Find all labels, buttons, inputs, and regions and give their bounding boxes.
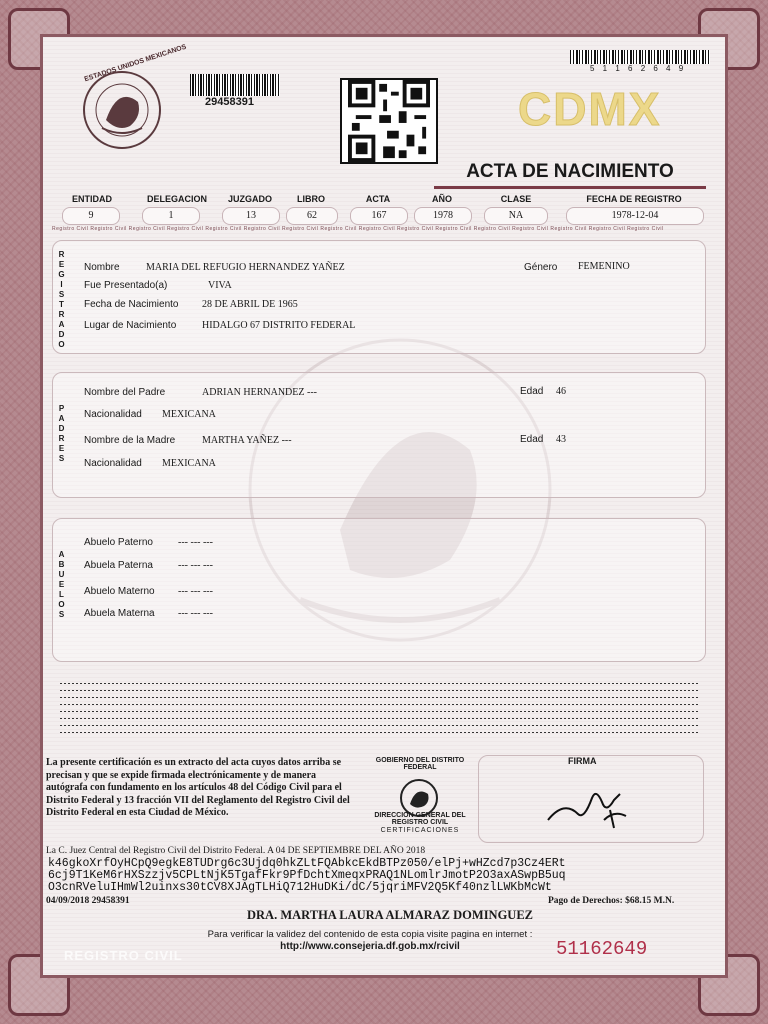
direccion-label: DIRECCION GENERAL DEL REGISTRO CIVIL: [374, 812, 466, 826]
padre-edad-value: 46: [556, 386, 566, 397]
field-label-fecha-registro: FECHA DE REGISTRO: [586, 194, 682, 204]
registrado-section: [52, 240, 706, 354]
lugar-nacimiento-value: HIDALGO 67 DISTRITO FEDERAL: [202, 320, 356, 331]
qr-code: [340, 78, 438, 164]
field-value-libro: 62: [286, 207, 338, 225]
top-barcode-number: 5 1 1 6 2 6 4 9: [590, 64, 687, 73]
top-barcode: [570, 50, 710, 64]
field-label-acta: ACTA: [365, 194, 391, 204]
nombre-label: Nombre: [84, 262, 120, 273]
genero-label: Género: [524, 262, 558, 273]
certificaciones-label: CERTIFICACIONES: [380, 827, 460, 834]
fecha-nacimiento-label: Fecha de Nacimiento: [84, 299, 179, 310]
abuelo-paterno-label: Abuelo Paterno: [84, 537, 153, 548]
madre-nacionalidad-value: MEXICANA: [162, 458, 216, 469]
padre-label: Nombre del Padre: [84, 387, 166, 398]
madre-edad-value: 43: [556, 434, 566, 445]
field-value-ano: 1978: [414, 207, 472, 225]
document-title: ACTA DE NACIMIENTO: [434, 158, 706, 189]
hash-line: k46gkoXrfOyHCpQ9egkE8TUDrg6c3Ujdq0hkZLtFQAbkcEkdBTPz050/elPj+wHZcd7p3Cz4ERt: [48, 857, 566, 870]
seal-text: ESTADOS UNIDOS MEXICANOS: [83, 43, 188, 84]
hash-line: 6cj9T1KeM6rHXSzzjv5CPLtNjK5TgafFkr9PfDchtXmeqxPRAQ1NLomlrJmotP2O3axASwpB5uq: [48, 869, 566, 882]
madre-value: MARTHA YAÑEZ ---: [202, 435, 292, 446]
signature-icon: [544, 780, 634, 832]
juez-text: La C. Juez Central del Registro Civil del Distrito Federal. A 04 DE SEPTIEMBRE DEL AÑO 2018: [46, 846, 426, 856]
field-label-libro: LIBRO: [297, 194, 325, 204]
abuelos-side-label: ABUELOS: [57, 550, 66, 620]
field-value-entidad: 9: [62, 207, 120, 225]
abuelo-materno-label: Abuelo Materno: [84, 586, 155, 597]
registrado-side-label: REGISTRADO: [57, 250, 66, 350]
verify-url[interactable]: http://www.consejeria.df.gob.mx/rcivil: [280, 941, 460, 952]
field-value-clase: NA: [484, 207, 548, 225]
field-value-juzgado: 13: [222, 207, 280, 225]
field-label-juzgado: JUZGADO: [227, 194, 272, 204]
padre-value: ADRIAN HERNANDEZ ---: [202, 387, 317, 398]
madre-nacionalidad-label: Nacionalidad: [84, 458, 142, 469]
presentado-label: Fue Presentado(a): [84, 280, 168, 291]
presentado-value: VIVA: [208, 280, 232, 291]
fecha-nacimiento-value: 28 DE ABRIL DE 1965: [202, 299, 298, 310]
cdmx-logo: CDMX: [518, 83, 662, 135]
barcode-number: 29458391: [205, 96, 254, 108]
madre-edad-label: Edad: [520, 434, 544, 445]
padre-edad-label: Edad: [520, 386, 544, 397]
padres-side-label: PADRES: [57, 404, 66, 464]
verify-text: Para verificar la validez del contenido de esta copia visite pagina en internet :: [207, 929, 533, 940]
field-label-delegacion: DELEGACION: [146, 194, 207, 204]
abuela-materna-value: --- --- ---: [178, 608, 213, 619]
madre-label: Nombre de la Madre: [84, 435, 176, 446]
gobierno-label: GOBIERNO DEL DISTRITO FEDERAL: [375, 757, 465, 771]
abuelo-paterno-value: --- --- ---: [178, 537, 213, 548]
barcode: [190, 74, 280, 96]
certification-text: La presente certificación es un extracto del acta cuyos datos arriba se precisan y que se expide firmada electrónicamente y de manera autógrafa con fundamento en los artículos 48 del Código Civil para el Distrito Federal y 13 fracción VII del Reglamento del Registro Civil del Distrito Federal en esta Ciudad de México.: [46, 757, 350, 818]
nombre-value: MARIA DEL REFUGIO HERNANDEZ YAÑEZ: [146, 262, 345, 273]
field-value-fecha-registro: 1978-12-04: [566, 207, 704, 225]
registro-civil-stamp: REGISTRO CIVIL: [64, 948, 183, 963]
padre-nacionalidad-value: MEXICANA: [162, 409, 216, 420]
field-label-entidad: ENTIDAD: [72, 194, 112, 204]
firma-label: FIRMA: [568, 756, 597, 766]
field-value-acta: 167: [350, 207, 408, 225]
footer-date-folio: 04/09/2018 29458391: [46, 896, 130, 906]
registro-civil-microtext: Registro Civil Registro Civil Registro Civil Registro Civil Registro Civil Registro Civil Registro Civil Registro Civil Registro Civil Registro Civil Registro Civil Registro Civil Registro Civil Registro Civil Registro Civil Registro Civil: [52, 226, 664, 232]
serial-number: 51162649: [556, 938, 648, 960]
official-name: DRA. MARTHA LAURA ALMARAZ DOMINGUEZ: [246, 908, 534, 922]
pago-derechos: Pago de Derechos: $68.15 M.N.: [548, 896, 675, 906]
genero-value: FEMENINO: [578, 261, 630, 272]
abuelo-materno-value: --- --- ---: [178, 586, 213, 597]
field-label-clase: CLASE: [500, 194, 532, 204]
padre-nacionalidad-label: Nacionalidad: [84, 409, 142, 420]
abuela-materna-label: Abuela Materna: [84, 608, 155, 619]
dotted-lines: [60, 677, 700, 739]
field-value-delegacion: 1: [142, 207, 200, 225]
abuela-paterna-value: --- --- ---: [178, 560, 213, 571]
abuela-paterna-label: Abuela Paterna: [84, 560, 153, 571]
lugar-nacimiento-label: Lugar de Nacimiento: [84, 320, 177, 331]
field-label-ano: AÑO: [432, 194, 452, 204]
hash-line: O3cnRVeluIHmWl2uinxs30tCV8XJAgTLHiQ712HuDKi/dC/5jqriMFV2Q5Kf40nzlLWKbMcWt: [48, 881, 552, 894]
electronic-signature-hash: [48, 858, 708, 894]
